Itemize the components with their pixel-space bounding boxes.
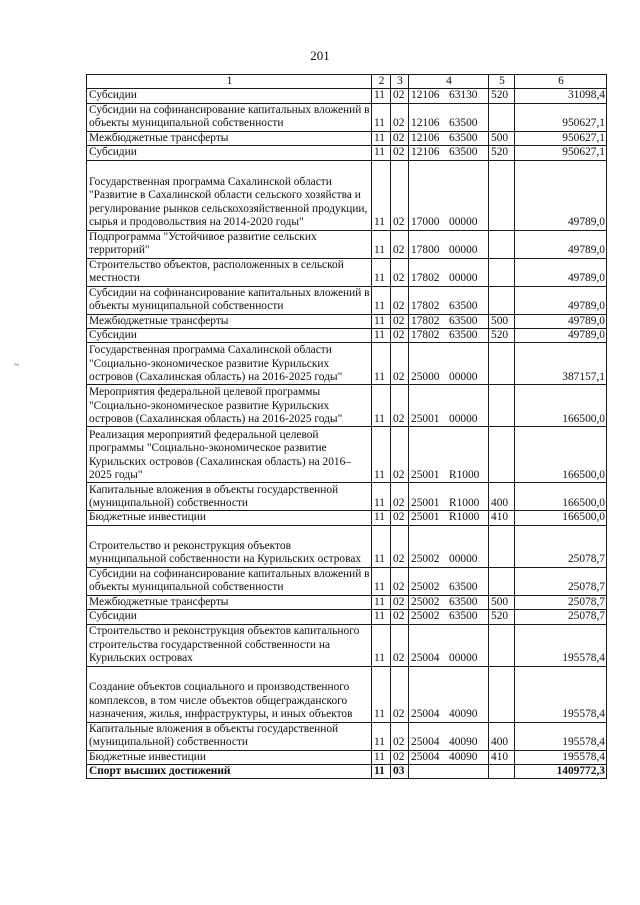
column-header: 6 xyxy=(515,75,607,89)
row-name-cell: Субсидии на софинансирование капитальных вложений в объекты муниципальной собственности xyxy=(87,286,372,314)
table-row xyxy=(87,286,607,314)
subsection-code-cell: 02 xyxy=(391,525,409,567)
table-row xyxy=(87,427,607,483)
section-code-cell: 11 xyxy=(372,525,391,567)
expense-type-cell: 410 xyxy=(489,750,515,764)
table-row xyxy=(87,89,607,103)
table-row xyxy=(87,385,607,427)
program-code: 12106 xyxy=(411,89,440,102)
amount-cell: 166500,0 xyxy=(515,483,607,511)
section-code-cell: 11 xyxy=(372,750,391,764)
expense-type-cell: 500 xyxy=(489,131,515,145)
target-article-cell xyxy=(409,765,489,779)
section-code-cell: 11 xyxy=(372,610,391,624)
direction-code: 00000 xyxy=(449,244,478,257)
section-code-cell: 11 xyxy=(372,343,391,385)
section-code-cell: 11 xyxy=(372,385,391,427)
expense-type-cell xyxy=(489,103,515,131)
expense-type-cell: 520 xyxy=(489,146,515,160)
subsection-code-cell: 02 xyxy=(391,286,409,314)
expense-type-cell xyxy=(489,525,515,567)
row-name-cell: Субсидии xyxy=(87,610,372,624)
subsection-code-cell: 02 xyxy=(391,427,409,483)
program-code: 12106 xyxy=(411,117,440,130)
section-code-cell: 11 xyxy=(372,722,391,750)
program-code: 17800 xyxy=(411,244,440,257)
section-code-cell: 11 xyxy=(372,624,391,666)
amount-cell: 49789,0 xyxy=(515,314,607,328)
amount-cell: 950627,1 xyxy=(515,146,607,160)
expense-type-cell: 400 xyxy=(489,722,515,750)
target-article-cell xyxy=(409,160,489,230)
row-name-cell: Межбюджетные трансферты xyxy=(87,595,372,609)
row-name-cell: Субсидии на софинансирование капитальных вложений в объекты муниципальной собственности xyxy=(87,103,372,131)
table-row xyxy=(87,610,607,624)
direction-code: 00000 xyxy=(449,371,478,384)
amount-cell: 49789,0 xyxy=(515,286,607,314)
row-name-cell: Строительство объектов, расположенных в сельской местности xyxy=(87,258,372,286)
column-header: 2 xyxy=(372,75,391,89)
section-code-cell: 11 xyxy=(372,146,391,160)
amount-cell: 25078,7 xyxy=(515,567,607,595)
subsection-code-cell: 02 xyxy=(391,146,409,160)
target-article-cell xyxy=(409,258,489,286)
table-row xyxy=(87,595,607,609)
row-name-cell: Субсидии xyxy=(87,146,372,160)
program-code: 17802 xyxy=(411,314,440,327)
subsection-code-cell: 02 xyxy=(391,230,409,258)
amount-cell: 25078,7 xyxy=(515,610,607,624)
direction-code: 40090 xyxy=(449,708,478,721)
table-header-row xyxy=(87,75,607,89)
target-article-cell xyxy=(409,483,489,511)
direction-code: 00000 xyxy=(449,652,478,665)
row-name-cell: Реализация мероприятий федеральной целевой программы "Социально-экономическое развитие Курильских островов (Сахалинская область) на 2016–2025 годы" xyxy=(87,427,372,483)
program-code: 12106 xyxy=(411,146,440,159)
target-article-cell xyxy=(409,89,489,103)
amount-cell: 31098,4 xyxy=(515,89,607,103)
direction-code: 40090 xyxy=(449,736,478,749)
subsection-code-cell: 02 xyxy=(391,258,409,286)
expense-type-cell xyxy=(489,230,515,258)
amount-cell: 195578,4 xyxy=(515,624,607,666)
section-code-cell: 11 xyxy=(372,103,391,131)
direction-code: R1000 xyxy=(449,497,480,510)
expense-type-cell xyxy=(489,343,515,385)
amount-cell: 49789,0 xyxy=(515,230,607,258)
program-code: 25001 xyxy=(411,469,440,482)
target-article-cell xyxy=(409,385,489,427)
page-number: 201 xyxy=(310,48,330,63)
subsection-code-cell: 02 xyxy=(391,567,409,595)
target-article-cell xyxy=(409,427,489,483)
section-code-cell: 11 xyxy=(372,329,391,343)
row-name-cell: Подпрограмма "Устойчивое развитие сельских территорий" xyxy=(87,230,372,258)
table-row xyxy=(87,131,607,145)
amount-cell: 950627,1 xyxy=(515,131,607,145)
expense-type-cell: 500 xyxy=(489,595,515,609)
amount-cell: 49789,0 xyxy=(515,258,607,286)
amount-cell: 166500,0 xyxy=(515,427,607,483)
program-code: 25002 xyxy=(411,581,440,594)
expense-type-cell xyxy=(489,160,515,230)
section-code-cell: 11 xyxy=(372,483,391,511)
target-article-cell xyxy=(409,595,489,609)
row-name-cell: Капитальные вложения в объекты государственной (муниципальной) собственности xyxy=(87,722,372,750)
section-code-cell: 11 xyxy=(372,286,391,314)
expense-type-cell xyxy=(489,427,515,483)
subsection-code-cell: 02 xyxy=(391,89,409,103)
subsection-code-cell: 02 xyxy=(391,343,409,385)
expense-type-cell xyxy=(489,258,515,286)
column-header: 5 xyxy=(489,75,515,89)
target-article-cell xyxy=(409,343,489,385)
row-name-cell: Межбюджетные трансферты xyxy=(87,314,372,328)
table-row xyxy=(87,230,607,258)
table-row xyxy=(87,314,607,328)
target-article-cell xyxy=(409,610,489,624)
section-code-cell: 11 xyxy=(372,765,391,779)
amount-cell: 950627,1 xyxy=(515,103,607,131)
program-code: 25004 xyxy=(411,750,440,763)
direction-code: 63500 xyxy=(449,146,478,159)
subsection-code-cell: 02 xyxy=(391,666,409,722)
expense-type-cell xyxy=(489,286,515,314)
table-row xyxy=(87,160,607,230)
row-name-cell: Межбюджетные трансферты xyxy=(87,131,372,145)
target-article-cell xyxy=(409,722,489,750)
subsection-code-cell: 02 xyxy=(391,511,409,525)
target-article-cell xyxy=(409,146,489,160)
target-article-cell xyxy=(409,230,489,258)
expense-type-cell: 520 xyxy=(489,89,515,103)
row-name-cell: Создание объектов социального и производственного комплексов, в том числе объектов общегражданского назначения, жилья, инфраструктуры, и иных объектов xyxy=(87,666,372,722)
table-row xyxy=(87,750,607,764)
table-row xyxy=(87,103,607,131)
table-row xyxy=(87,722,607,750)
section-code-cell: 11 xyxy=(372,567,391,595)
expense-type-cell xyxy=(489,624,515,666)
amount-cell: 25078,7 xyxy=(515,595,607,609)
direction-code: 63500 xyxy=(449,300,478,313)
program-code: 12106 xyxy=(411,131,440,144)
table-row xyxy=(87,329,607,343)
section-code-cell: 11 xyxy=(372,131,391,145)
table-row xyxy=(87,765,607,779)
direction-code: R1000 xyxy=(449,469,480,482)
subsection-code-cell: 02 xyxy=(391,385,409,427)
row-name-cell: Строительство и реконструкция объектов капитального строительства государственной собственности на Курильских островах xyxy=(87,624,372,666)
program-code: 25002 xyxy=(411,553,440,566)
target-article-cell xyxy=(409,131,489,145)
program-code: 25004 xyxy=(411,736,440,749)
program-code: 25000 xyxy=(411,371,440,384)
direction-code: 63500 xyxy=(449,595,478,608)
program-code: 17802 xyxy=(411,300,440,313)
section-code-cell: 11 xyxy=(372,511,391,525)
row-name-cell: Государственная программа Сахалинской области "Развитие в Сахалинской области сельского хозяйства и регулирование рынков сельскохозяйственной продукции, сырья и продовольствия на 2014-2020 годы" xyxy=(87,160,372,230)
row-name-cell: Капитальные вложения в объекты государственной (муниципальной) собственности xyxy=(87,483,372,511)
subsection-code-cell: 02 xyxy=(391,314,409,328)
amount-cell: 25078,7 xyxy=(515,525,607,567)
direction-code: 00000 xyxy=(449,413,478,426)
subsection-code-cell: 02 xyxy=(391,595,409,609)
row-name-cell: Бюджетные инвестиции xyxy=(87,750,372,764)
target-article-cell xyxy=(409,666,489,722)
table-body xyxy=(87,89,607,779)
section-code-cell: 11 xyxy=(372,666,391,722)
budget-table xyxy=(86,74,607,779)
expense-type-cell: 520 xyxy=(489,329,515,343)
subsection-code-cell: 02 xyxy=(391,624,409,666)
expense-type-cell xyxy=(489,765,515,779)
amount-cell: 1409772,3 xyxy=(515,765,607,779)
program-code: 25002 xyxy=(411,610,440,623)
direction-code: 63500 xyxy=(449,581,478,594)
amount-cell: 166500,0 xyxy=(515,385,607,427)
row-name-cell: Субсидии на софинансирование капитальных вложений в объекты муниципальной собственности xyxy=(87,567,372,595)
program-code: 25001 xyxy=(411,497,440,510)
program-code: 25004 xyxy=(411,652,440,665)
program-code: 25002 xyxy=(411,595,440,608)
row-name-cell: Строительство и реконструкция объектов муниципальной собственности на Курильских островах xyxy=(87,525,372,567)
program-code: 17802 xyxy=(411,329,440,342)
table-row xyxy=(87,483,607,511)
amount-cell: 49789,0 xyxy=(515,160,607,230)
program-code: 25004 xyxy=(411,708,440,721)
target-article-cell xyxy=(409,525,489,567)
section-code-cell: 11 xyxy=(372,595,391,609)
table-row xyxy=(87,666,607,722)
subsection-code-cell: 02 xyxy=(391,160,409,230)
subsection-code-cell: 02 xyxy=(391,610,409,624)
row-name-cell: Бюджетные инвестиции xyxy=(87,511,372,525)
expense-type-cell: 400 xyxy=(489,483,515,511)
section-code-cell: 11 xyxy=(372,160,391,230)
expense-type-cell xyxy=(489,567,515,595)
table-row xyxy=(87,258,607,286)
table-row xyxy=(87,511,607,525)
table-row xyxy=(87,525,607,567)
target-article-cell xyxy=(409,329,489,343)
row-name-cell: Субсидии xyxy=(87,329,372,343)
table-row xyxy=(87,146,607,160)
direction-code: 00000 xyxy=(449,216,478,229)
direction-code: 63500 xyxy=(449,329,478,342)
expense-type-cell: 410 xyxy=(489,511,515,525)
direction-code: 40090 xyxy=(449,750,478,763)
table-row xyxy=(87,624,607,666)
expense-type-cell xyxy=(489,666,515,722)
direction-code: 63500 xyxy=(449,314,478,327)
target-article-cell xyxy=(409,567,489,595)
direction-code: R1000 xyxy=(449,511,480,524)
subsection-code-cell: 02 xyxy=(391,329,409,343)
table-row xyxy=(87,343,607,385)
column-header: 3 xyxy=(391,75,409,89)
target-article-cell xyxy=(409,103,489,131)
amount-cell: 166500,0 xyxy=(515,511,607,525)
program-code: 25001 xyxy=(411,511,440,524)
target-article-cell xyxy=(409,750,489,764)
column-header: 4 xyxy=(409,75,489,89)
row-name-cell: Спорт высших достижений xyxy=(87,765,372,779)
column-header: 1 xyxy=(87,75,372,89)
expense-type-cell: 520 xyxy=(489,610,515,624)
amount-cell: 49789,0 xyxy=(515,329,607,343)
program-code: 17000 xyxy=(411,216,440,229)
table-row xyxy=(87,567,607,595)
direction-code: 63130 xyxy=(449,89,478,102)
subsection-code-cell: 02 xyxy=(391,750,409,764)
target-article-cell xyxy=(409,314,489,328)
subsection-code-cell: 02 xyxy=(391,722,409,750)
subsection-code-cell: 02 xyxy=(391,131,409,145)
section-code-cell: 11 xyxy=(372,230,391,258)
expense-type-cell xyxy=(489,385,515,427)
direction-code: 00000 xyxy=(449,272,478,285)
amount-cell: 195578,4 xyxy=(515,722,607,750)
direction-code: 63500 xyxy=(449,117,478,130)
subsection-code-cell: 02 xyxy=(391,483,409,511)
direction-code: 63500 xyxy=(449,131,478,144)
amount-cell: 195578,4 xyxy=(515,666,607,722)
section-code-cell: 11 xyxy=(372,427,391,483)
row-name-cell: Государственная программа Сахалинской области "Социально-экономическое развитие Курильских островов (Сахалинская область) на 2016-2025 годы" xyxy=(87,343,372,385)
amount-cell: 195578,4 xyxy=(515,750,607,764)
row-name-cell: Мероприятия федеральной целевой программы "Социально-экономическое развитие Курильских островов (Сахалинская область) на 2016-2025 годы" xyxy=(87,385,372,427)
target-article-cell xyxy=(409,286,489,314)
program-code: 25001 xyxy=(411,413,440,426)
amount-cell: 387157,1 xyxy=(515,343,607,385)
subsection-code-cell: 03 xyxy=(391,765,409,779)
expense-type-cell: 500 xyxy=(489,314,515,328)
target-article-cell xyxy=(409,511,489,525)
scan-mark: ~ xyxy=(14,360,20,371)
program-code: 17802 xyxy=(411,272,440,285)
section-code-cell: 11 xyxy=(372,89,391,103)
target-article-cell xyxy=(409,624,489,666)
direction-code: 00000 xyxy=(449,553,478,566)
row-name-cell: Субсидии xyxy=(87,89,372,103)
direction-code: 63500 xyxy=(449,610,478,623)
subsection-code-cell: 02 xyxy=(391,103,409,131)
section-code-cell: 11 xyxy=(372,314,391,328)
section-code-cell: 11 xyxy=(372,258,391,286)
